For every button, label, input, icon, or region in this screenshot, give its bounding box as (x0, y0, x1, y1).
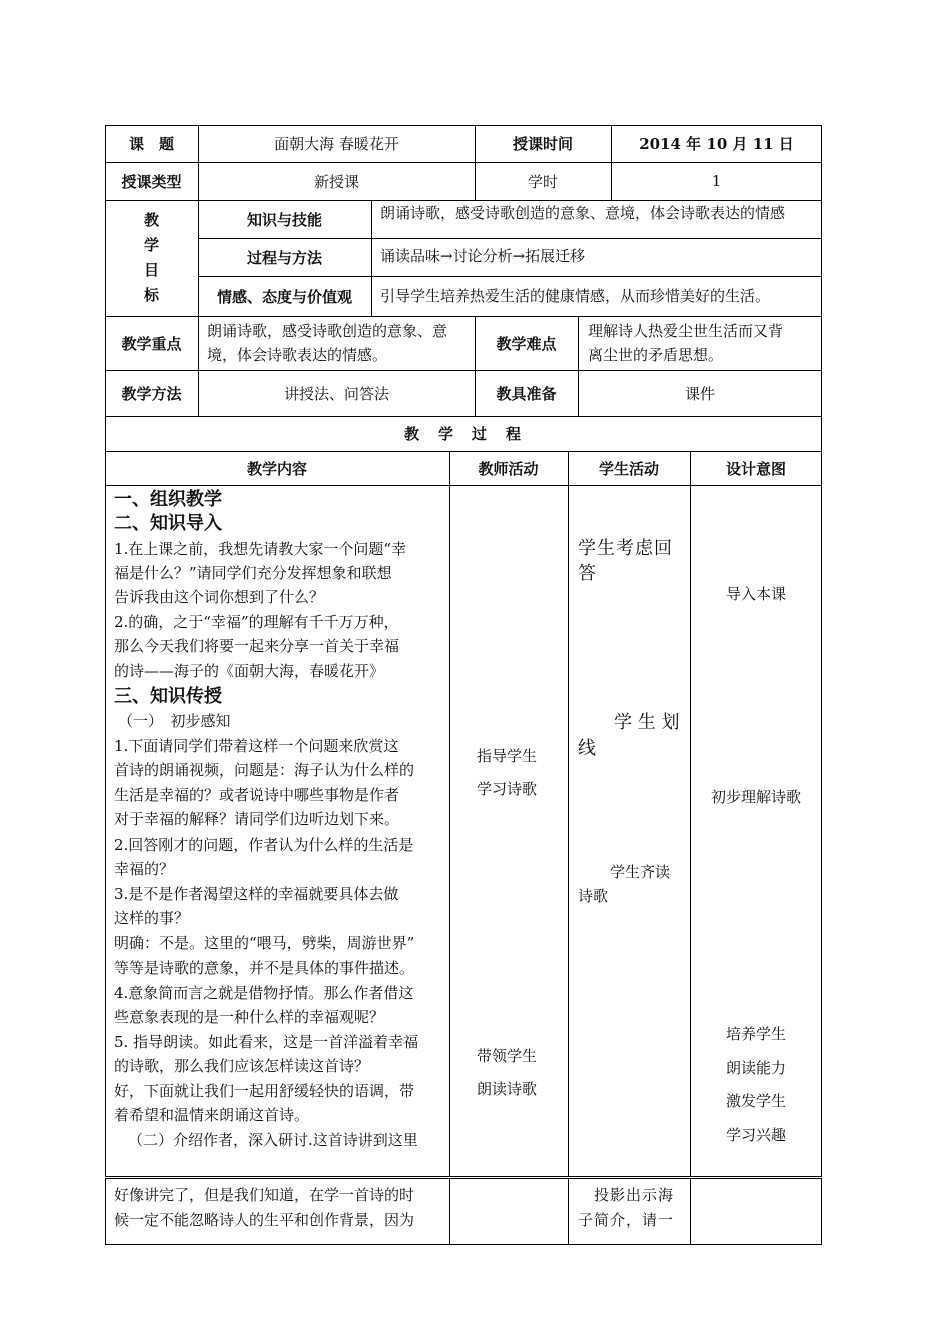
key-point-line: 境，体会诗歌表达的情感。 (207, 346, 388, 364)
type-label: 授课类型 (121, 172, 182, 191)
divider (371, 200, 372, 316)
header-content: 教学内容 (246, 459, 307, 478)
content-line: 等等是诗歌的意象，并不是具体的事件描述。 (114, 959, 415, 977)
content-line: 3.是不是作者渴望这样的幸福就要具体去做 (114, 885, 399, 903)
content-line: 生活是幸福的？或者说诗中哪些事物是作者 (114, 786, 400, 804)
design-intent: 导入本课 (725, 584, 786, 603)
section-heading: 二、知识导入 (114, 513, 222, 534)
student-activity: 学 生 划 (614, 712, 680, 733)
content-line: 好像讲完了，但是我们知道，在学一首诗的时 (114, 1186, 415, 1204)
objective-text: 朗诵诗歌，感受诗歌创造的意象、意境，体会诗歌表达的情感 (380, 204, 786, 222)
divider (449, 1178, 450, 1245)
topic-value: 面朝大海 春暖花开 (274, 135, 399, 153)
time-label: 授课时间 (512, 135, 573, 153)
student-activity: 子简介，请一 (578, 1211, 675, 1229)
objectives-label (105, 200, 198, 316)
objectives-label-char: 目 (143, 261, 159, 279)
difficulty-line: 理解诗人热爱尘世生活而又背 (588, 322, 784, 340)
objective-label: 过程与方法 (246, 248, 322, 267)
topic-label: 课 题 (128, 135, 174, 153)
teacher-activity: 学习诗歌 (477, 780, 538, 798)
tools-label: 教具准备 (496, 385, 557, 403)
student-activity: 学生齐读 (610, 863, 671, 881)
content-line: 明确：不是。这里的“喂马，劈柴，周游世界” (114, 934, 415, 952)
student-activity: 学生考虑回 (578, 538, 673, 559)
divider (105, 485, 822, 486)
objective-text: 引导学生培养热爱生活的健康情感，从而珍惜美好的生活。 (380, 287, 771, 305)
objective-label: 知识与技能 (246, 210, 322, 229)
content-line: 1.在上课之前，我想先请教大家一个问题“幸 (114, 540, 406, 558)
content-line: 那么今天我们将要一起来分享一首关于幸福 (114, 637, 400, 655)
type-value: 新授课 (313, 172, 359, 191)
content-line: 4.意象简而言之就是借物抒情。那么作者借这 (114, 984, 414, 1002)
divider (690, 1178, 691, 1245)
objectives-label-char: 学 (143, 236, 159, 254)
content-line: 好，下面就让我们一起用舒缓轻快的语调，带 (114, 1082, 415, 1100)
method-label: 教学方法 (121, 385, 182, 403)
content-line: （一） 初步感知 (118, 712, 231, 730)
content-line: 福是什么？”请同学们充分发挥想象和联想 (114, 564, 392, 582)
student-activity: 投影出示海 (594, 1186, 675, 1204)
difficulty-label: 教学难点 (496, 334, 557, 353)
date-value: 2014 年 10 月 11 日 (639, 135, 794, 153)
content-line: 的诗歌，那么我们应该怎样读这首诗？ (114, 1057, 370, 1075)
key-point-line: 朗诵诗歌，感受诗歌创造的意象、意 (207, 322, 448, 340)
objectives-label-char: 标 (143, 286, 159, 304)
content-line: 些意象表现的是一种什么样的幸福观呢？ (114, 1008, 385, 1026)
content-line: 这样的事？ (114, 909, 190, 927)
objectives-label-char: 教 (143, 211, 159, 229)
divider (568, 451, 569, 1177)
content-line: 着希望和温情来朗诵这首诗。 (114, 1106, 310, 1124)
teacher-activity: 指导学生 (477, 747, 538, 765)
section-heading: 三、知识传授 (114, 686, 222, 707)
design-intent: 激发学生 (725, 1091, 786, 1110)
design-intent: 培养学生 (725, 1024, 786, 1043)
content-line: 首诗的朗诵视频，问题是：海子认为什么样的 (114, 761, 415, 779)
content-line: 对于幸福的解释？请同学们边听边划下来。 (114, 810, 400, 828)
method-value: 讲授法、问答法 (283, 385, 389, 403)
content-line: 2.回答刚才的问题，作者认为什么样的生活是 (114, 836, 414, 854)
process-title: 教 学 过 程 (403, 425, 523, 443)
hours-value: 1 (711, 172, 722, 190)
student-activity: 诗歌 (578, 887, 609, 905)
content-line: 幸福的？ (114, 860, 175, 878)
design-intent: 学习兴趣 (725, 1125, 786, 1144)
teacher-activity: 朗读诗歌 (477, 1080, 538, 1098)
objective-text: 诵读品味→讨论分析→拓展迁移 (380, 247, 586, 265)
tools-value: 课件 (684, 385, 715, 403)
key-point-label: 教学重点 (121, 334, 182, 353)
student-activity: 答 (578, 563, 596, 584)
content-line: 1.下面请同学们带着这样一个问题来欣赏这 (114, 737, 399, 755)
content-line: 的诗——海子的《面朝大海，春暖花开》 (114, 662, 385, 680)
difficulty-line: 离尘世的矛盾思想。 (588, 346, 724, 364)
divider (568, 1178, 569, 1245)
divider (449, 451, 450, 1177)
content-line: （二）介绍作者，深入研讨.这首诗讲到这里 (128, 1131, 418, 1149)
header-teacher: 教师活动 (478, 459, 539, 478)
section-heading: 一、组织教学 (114, 489, 222, 510)
content-line: 2.的确，之于“幸福”的理解有千千万万种， (114, 613, 399, 631)
header-intent: 设计意图 (725, 459, 786, 478)
teacher-activity: 带领学生 (477, 1047, 538, 1065)
objective-label: 情感、态度与价值观 (216, 287, 352, 306)
content-line: 候一定不能忽略诗人的生平和创作背景，因为 (114, 1211, 415, 1229)
content-line: 告诉我由这个词你想到了什么？ (114, 588, 325, 606)
header-student: 学生活动 (598, 459, 659, 478)
design-intent: 初步理解诗歌 (710, 787, 801, 806)
divider (105, 316, 822, 317)
content-line: 5. 指导朗读。如此看来，这是一首洋溢着幸福 (114, 1033, 419, 1051)
student-activity: 线 (578, 738, 596, 759)
design-intent: 朗读能力 (725, 1058, 786, 1077)
hours-label: 学时 (527, 172, 558, 191)
